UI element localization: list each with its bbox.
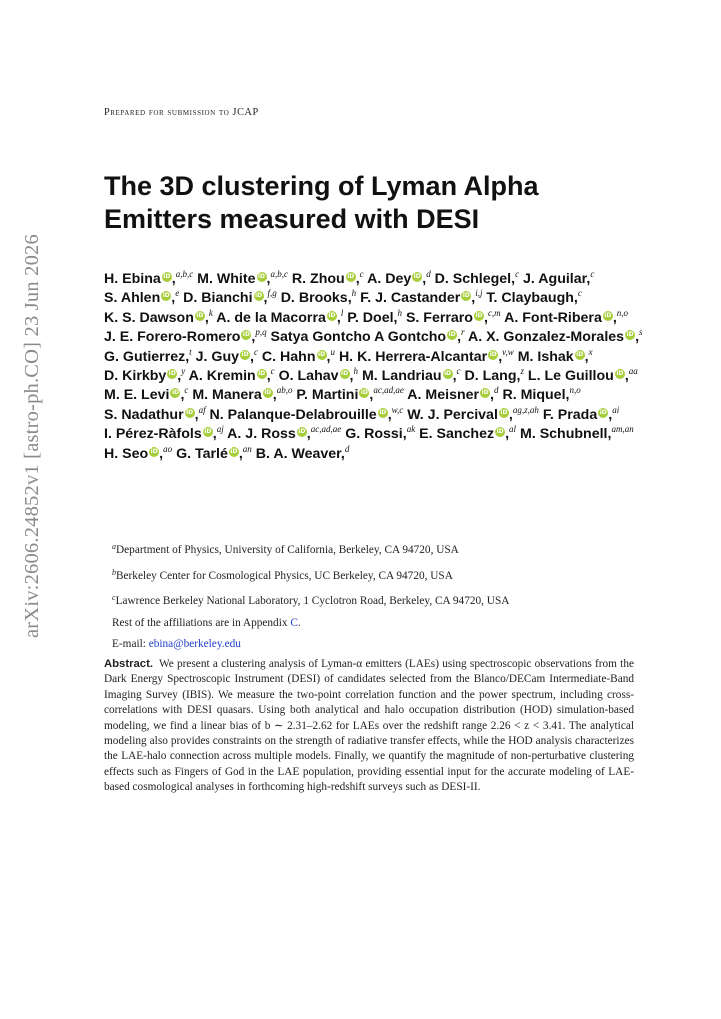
orcid-icon[interactable] bbox=[603, 311, 613, 321]
orcid-icon[interactable] bbox=[263, 388, 273, 398]
orcid-icon[interactable] bbox=[346, 272, 356, 282]
abstract-heading: Abstract. bbox=[104, 658, 153, 670]
affiliation-marks: c bbox=[590, 269, 595, 279]
author: M. Schubnell,$^{am,an}$ bbox=[520, 424, 634, 443]
affiliation-marks: af bbox=[198, 404, 206, 415]
author: R. ZhouiD ,$^c$ bbox=[292, 271, 364, 287]
author-name: Satya Gontcho A Gontcho bbox=[270, 329, 447, 346]
author-name: S. Nadathur bbox=[104, 406, 184, 423]
affiliation-marks: h bbox=[397, 307, 402, 318]
affiliation-marks: am,an bbox=[611, 424, 634, 435]
author: T. Claybaugh,$^c$ bbox=[486, 288, 582, 307]
affiliation-marks: h bbox=[351, 288, 357, 299]
affiliation-marks: c bbox=[270, 366, 275, 377]
orcid-icon[interactable] bbox=[254, 291, 264, 301]
affiliation-marks: a,b,c bbox=[175, 269, 194, 279]
author-name: J. E. Forero-Romero bbox=[104, 329, 241, 346]
orcid-icon[interactable] bbox=[241, 330, 251, 340]
author: I. Pérez-RàfolsiD ,$^{aj}$ bbox=[104, 426, 224, 442]
author: M. WhiteiD ,$^{a,b,c}$ bbox=[197, 271, 288, 287]
author-name: H. Seo bbox=[104, 445, 149, 462]
author-name: D. Lang bbox=[464, 368, 517, 385]
author-list bbox=[104, 270, 664, 464]
orcid-icon[interactable] bbox=[167, 369, 177, 379]
orcid-icon[interactable] bbox=[229, 447, 239, 457]
author: J. Aguilar,$^c$ bbox=[523, 269, 595, 287]
author: K. S. DawsoniD ,$^k$ bbox=[104, 310, 213, 326]
author: G. Gutierrez,$^t$ bbox=[104, 346, 192, 365]
affiliation-marks: ag,z,ah bbox=[512, 404, 539, 415]
author: L. Le GuillouiD ,$^{aa}$ bbox=[528, 368, 638, 384]
affiliation-marks: a,b,c bbox=[270, 269, 288, 279]
affiliation-marks: n,o bbox=[569, 385, 581, 396]
affiliation-marks: an bbox=[242, 443, 252, 454]
author-name: I. Pérez-Ràfols bbox=[104, 426, 202, 443]
author: J. GuyiD ,$^c$ bbox=[196, 349, 258, 365]
affiliation-marks: f,g bbox=[267, 288, 277, 299]
arxiv-stamp: arXiv:2606.24852v1 [astro-ph.CO] 23 Jun 2026 bbox=[21, 234, 43, 638]
author: A. J. RossiD ,$^{ac,ad,ae}$ bbox=[227, 426, 341, 442]
affiliation-marks: c bbox=[515, 269, 520, 279]
author-name: A. Meisner bbox=[407, 387, 480, 404]
orcid-icon[interactable] bbox=[317, 350, 327, 360]
author: F. PradaiD ,$^{ai}$ bbox=[543, 407, 619, 423]
affiliation-marks: e bbox=[175, 288, 180, 299]
affiliation-marks: ab,o bbox=[276, 385, 293, 396]
author: A. KreminiD ,$^c$ bbox=[189, 368, 275, 384]
author-name: W. J. Percival bbox=[407, 406, 498, 423]
author: A. MeisneriD ,$^d$ bbox=[407, 387, 498, 403]
author-name: F. J. Castander bbox=[360, 290, 461, 307]
affiliation-marks: p,q bbox=[255, 327, 267, 338]
author: E. SancheziD ,$^{al}$ bbox=[419, 426, 516, 442]
affiliation-marks: ak bbox=[406, 424, 416, 435]
author-name: A. Font-Ribera bbox=[504, 309, 602, 326]
orcid-icon[interactable] bbox=[149, 447, 159, 457]
orcid-icon[interactable] bbox=[625, 330, 635, 340]
affiliation-marks: ac,ad,ae bbox=[373, 385, 404, 396]
affiliation-marks: h bbox=[353, 366, 358, 377]
author: N. Palanque-DelabrouilleiD ,$^{w,c}$ bbox=[210, 407, 404, 423]
author-name: M. Schubnell bbox=[520, 426, 608, 443]
author: D. Brooks,$^h$ bbox=[280, 288, 357, 307]
author: D. BianchiiD ,$^{f,g}$ bbox=[183, 290, 277, 306]
orcid-icon[interactable] bbox=[443, 369, 453, 379]
author-name: J. Aguilar bbox=[523, 271, 587, 287]
orcid-icon[interactable] bbox=[495, 427, 505, 437]
author-name: A. J. Ross bbox=[227, 426, 296, 443]
title-line-1: The 3D clustering of Lyman Alpha bbox=[104, 171, 539, 201]
paper-title bbox=[104, 170, 664, 236]
author: G. TarléiD ,$^{an}$ bbox=[176, 446, 252, 462]
orcid-icon[interactable] bbox=[340, 369, 350, 379]
affiliation-marks: c bbox=[359, 269, 364, 279]
author-name: K. S. Dawson bbox=[104, 309, 194, 326]
affiliation-marks: c bbox=[577, 288, 582, 299]
affiliation-marks: l bbox=[340, 307, 344, 318]
author: H. EbinaiD ,$^{a,b,c}$ bbox=[104, 271, 193, 287]
author: P. Doel,$^h$ bbox=[347, 307, 402, 326]
orcid-icon[interactable] bbox=[257, 272, 267, 282]
author-name: G. Gutierrez bbox=[104, 348, 186, 365]
orcid-icon[interactable] bbox=[240, 350, 250, 360]
submission-note: Prepared for submission to JCAP bbox=[104, 107, 259, 118]
affiliation-marks: k bbox=[208, 307, 213, 318]
affiliation-b: $^b$Berkeley Center for Cosmological Physics, UC Berkeley, CA 94720, USA bbox=[112, 567, 453, 582]
author-name: P. Doel bbox=[347, 309, 394, 326]
affiliation-marks: d bbox=[344, 443, 350, 454]
affiliation-rest-note: Rest of the affiliations are in Appendix C. bbox=[112, 616, 301, 629]
affiliation-marks: c,m bbox=[487, 307, 501, 318]
author: A. Font-RiberaiD ,$^{n,o}$ bbox=[504, 310, 628, 326]
author-name: J. Guy bbox=[195, 348, 240, 365]
orcid-icon[interactable] bbox=[615, 369, 625, 379]
email-line: E-mail: ebina@berkeley.edu bbox=[112, 638, 241, 650]
orcid-icon[interactable] bbox=[499, 408, 509, 418]
author-name: N. Palanque-Delabrouille bbox=[209, 406, 377, 423]
affiliation-marks: w,c bbox=[391, 404, 404, 415]
affiliation-marks: i,j bbox=[475, 288, 483, 299]
author: C. HahniD ,$^u$ bbox=[262, 349, 335, 365]
author-name: D. Kirkby bbox=[104, 368, 167, 385]
author-name: R. Zhou bbox=[291, 271, 345, 287]
author-name: M. Manera bbox=[192, 387, 262, 404]
author-name: P. Martini bbox=[296, 387, 359, 404]
affiliation-marks: d bbox=[494, 385, 499, 396]
author-name: T. Claybaugh bbox=[486, 290, 574, 307]
orcid-icon[interactable] bbox=[195, 311, 205, 321]
orcid-icon[interactable] bbox=[203, 427, 213, 437]
author-name: B. A. Weaver bbox=[255, 445, 341, 462]
title-line-2: Emitters measured with DESI bbox=[104, 204, 480, 234]
orcid-icon[interactable] bbox=[488, 350, 498, 360]
affiliation-marks: c bbox=[456, 366, 461, 377]
author-name: D. Bianchi bbox=[183, 290, 253, 307]
affiliation-marks: aa bbox=[628, 366, 638, 377]
affiliation-marks: z bbox=[520, 366, 524, 377]
author-name: D. Brooks bbox=[280, 290, 348, 307]
author-name: M. Ishak bbox=[517, 348, 574, 365]
author-name: A. de la Macorra bbox=[216, 309, 326, 326]
author-name: S. Ahlen bbox=[104, 290, 161, 307]
author-name: S. Ferraro bbox=[405, 309, 473, 326]
affiliations bbox=[112, 536, 652, 656]
orcid-icon[interactable] bbox=[480, 388, 490, 398]
author: S. FerraroiD ,$^{c,m}$ bbox=[406, 310, 501, 326]
affiliation-marks: c bbox=[184, 385, 189, 396]
author-name: M. White bbox=[197, 271, 256, 287]
author: H. K. Herrera-AlcantariD ,$^{v,w}$ bbox=[339, 349, 514, 365]
affiliation-marks: ac,ad,ae bbox=[310, 424, 342, 435]
affiliation-marks: v,w bbox=[502, 346, 514, 357]
affiliation-a: $^a$Department of Physics, University of California, Berkeley, CA 94720, USA bbox=[112, 542, 459, 556]
author-name: A. Kremin bbox=[188, 368, 256, 385]
author: M. E. LeviiD ,$^c$ bbox=[104, 387, 188, 403]
author-name: H. Ebina bbox=[104, 271, 161, 287]
author: W. J. PercivaliD ,$^{ag,z,ah}$ bbox=[407, 407, 539, 423]
affiliation-marks: c bbox=[253, 346, 258, 357]
author: H. SeoiD ,$^{ao}$ bbox=[104, 446, 172, 462]
author: D. Schlegel,$^c$ bbox=[434, 269, 520, 287]
affiliation-marks: ai bbox=[612, 404, 620, 415]
affiliation-marks: al bbox=[509, 424, 517, 435]
affiliation-marks: s bbox=[639, 327, 643, 338]
affiliation-marks: r bbox=[461, 327, 465, 338]
author: Satya Gontcho A GontchoiD ,$^r$ bbox=[271, 329, 465, 345]
author: A. DeyiD ,$^d$ bbox=[367, 271, 431, 287]
author: M. IshakiD ,$^x$ bbox=[518, 349, 593, 365]
author-name: G. Rossi bbox=[345, 426, 403, 443]
orcid-icon[interactable] bbox=[412, 272, 422, 282]
author-name: R. Miquel bbox=[502, 387, 566, 404]
orcid-icon[interactable] bbox=[474, 311, 484, 321]
author: O. LahaviD ,$^h$ bbox=[279, 368, 358, 384]
affiliation-marks: u bbox=[330, 346, 335, 357]
author: S. AhleniD ,$^e$ bbox=[104, 290, 179, 306]
author-name: A. Dey bbox=[367, 271, 412, 287]
affiliation-marks: aj bbox=[216, 424, 224, 435]
affiliation-c: $^c$Lawrence Berkeley National Laboratory, 1 Cyclotron Road, Berkeley, CA 94720, USA bbox=[112, 593, 510, 607]
author-name: M. E. Levi bbox=[104, 387, 170, 404]
appendix-link[interactable]: C bbox=[290, 616, 298, 629]
orcid-icon[interactable] bbox=[447, 330, 457, 340]
author: J. E. Forero-RomeroiD ,$^{p,q}$ bbox=[104, 329, 267, 345]
orcid-icon[interactable] bbox=[185, 408, 195, 418]
affiliation-marks: x bbox=[588, 346, 593, 357]
author: S. NadathuriD ,$^{af}$ bbox=[104, 407, 206, 423]
orcid-icon[interactable] bbox=[378, 408, 388, 418]
author-name: M. Landriau bbox=[361, 368, 442, 385]
author: R. Miquel,$^{n,o}$ bbox=[502, 385, 581, 404]
orcid-icon[interactable] bbox=[297, 427, 307, 437]
author-name: D. Schlegel bbox=[434, 271, 512, 287]
author: G. Rossi,$^{ak}$ bbox=[345, 424, 416, 443]
affiliation-marks: y bbox=[181, 366, 186, 377]
author-name: G. Tarlé bbox=[176, 445, 228, 462]
author: D. KirkbyiD ,$^y$ bbox=[104, 368, 185, 384]
orcid-icon[interactable] bbox=[327, 311, 337, 321]
author: D. Lang,$^z$ bbox=[464, 366, 524, 385]
orcid-icon[interactable] bbox=[598, 408, 608, 418]
email-link[interactable]: ebina@berkeley.edu bbox=[148, 638, 241, 650]
author-name: E. Sanchez bbox=[419, 426, 495, 443]
orcid-icon[interactable] bbox=[461, 291, 471, 301]
author: P. MartiniiD ,$^{ac,ad,ae}$ bbox=[296, 387, 403, 403]
orcid-icon[interactable] bbox=[359, 388, 369, 398]
orcid-icon[interactable] bbox=[257, 369, 267, 379]
author: M. ManeraiD ,$^{ab,o}$ bbox=[192, 387, 292, 403]
author: F. J. CastanderiD ,$^{i,j}$ bbox=[360, 290, 482, 306]
orcid-icon[interactable] bbox=[161, 291, 171, 301]
orcid-icon[interactable] bbox=[170, 388, 180, 398]
author-name: C. Hahn bbox=[261, 348, 316, 365]
abstract-text: We present a clustering analysis of Lyman-α emitters (LAEs) using spectroscopic observations from the Dark Energy Spectroscopic Instrument (DESI) of candidates selected from the Blanco/DECam Intermediate-Band Imaging Survey (IBIS). We measure the two-point correlation function and the power spectrum, including cross-correlations with DESI quasars. Using both analytical and halo occupation distribution (HOD) simulation-based modeling, we find a linear bias of b ∼ 2.31–2.62 for LAEs over the redshift range 2.26 < z < 3.41. The analytical modeling also provides constraints on the strength of radiative transfer effects, while the HOD analysis characterizes the LAE-halo connection across multiple models. Finally, we quantify the magnitude of non-perturbative clustering effects such as Fingers of God in the LAE population, providing essential input for the accurate modeling of LAE-based cosmological analyses in forthcoming high-redshift surveys such as DESI-II. bbox=[104, 658, 634, 794]
author: M. LandriauiD ,$^c$ bbox=[362, 368, 461, 384]
author-name: H. K. Herrera-Alcantar bbox=[338, 348, 488, 365]
author: A. X. Gonzalez-MoralesiD ,$^s$ bbox=[468, 329, 643, 345]
orcid-icon[interactable] bbox=[162, 272, 172, 282]
affiliation-marks: t bbox=[189, 346, 192, 357]
author: B. A. Weaver,$^d$ bbox=[255, 443, 350, 462]
author: A. de la MacorraiD ,$^l$ bbox=[216, 310, 343, 326]
affiliation-marks: n,o bbox=[616, 307, 629, 318]
affiliation-marks: d bbox=[426, 269, 431, 279]
author-name: O. Lahav bbox=[278, 368, 339, 385]
author-name: L. Le Guillou bbox=[527, 368, 614, 385]
orcid-icon[interactable] bbox=[575, 350, 585, 360]
author-name: A. X. Gonzalez-Morales bbox=[467, 329, 625, 346]
abstract bbox=[104, 657, 634, 796]
author-name: F. Prada bbox=[542, 406, 598, 423]
affiliation-marks: ao bbox=[163, 443, 173, 454]
